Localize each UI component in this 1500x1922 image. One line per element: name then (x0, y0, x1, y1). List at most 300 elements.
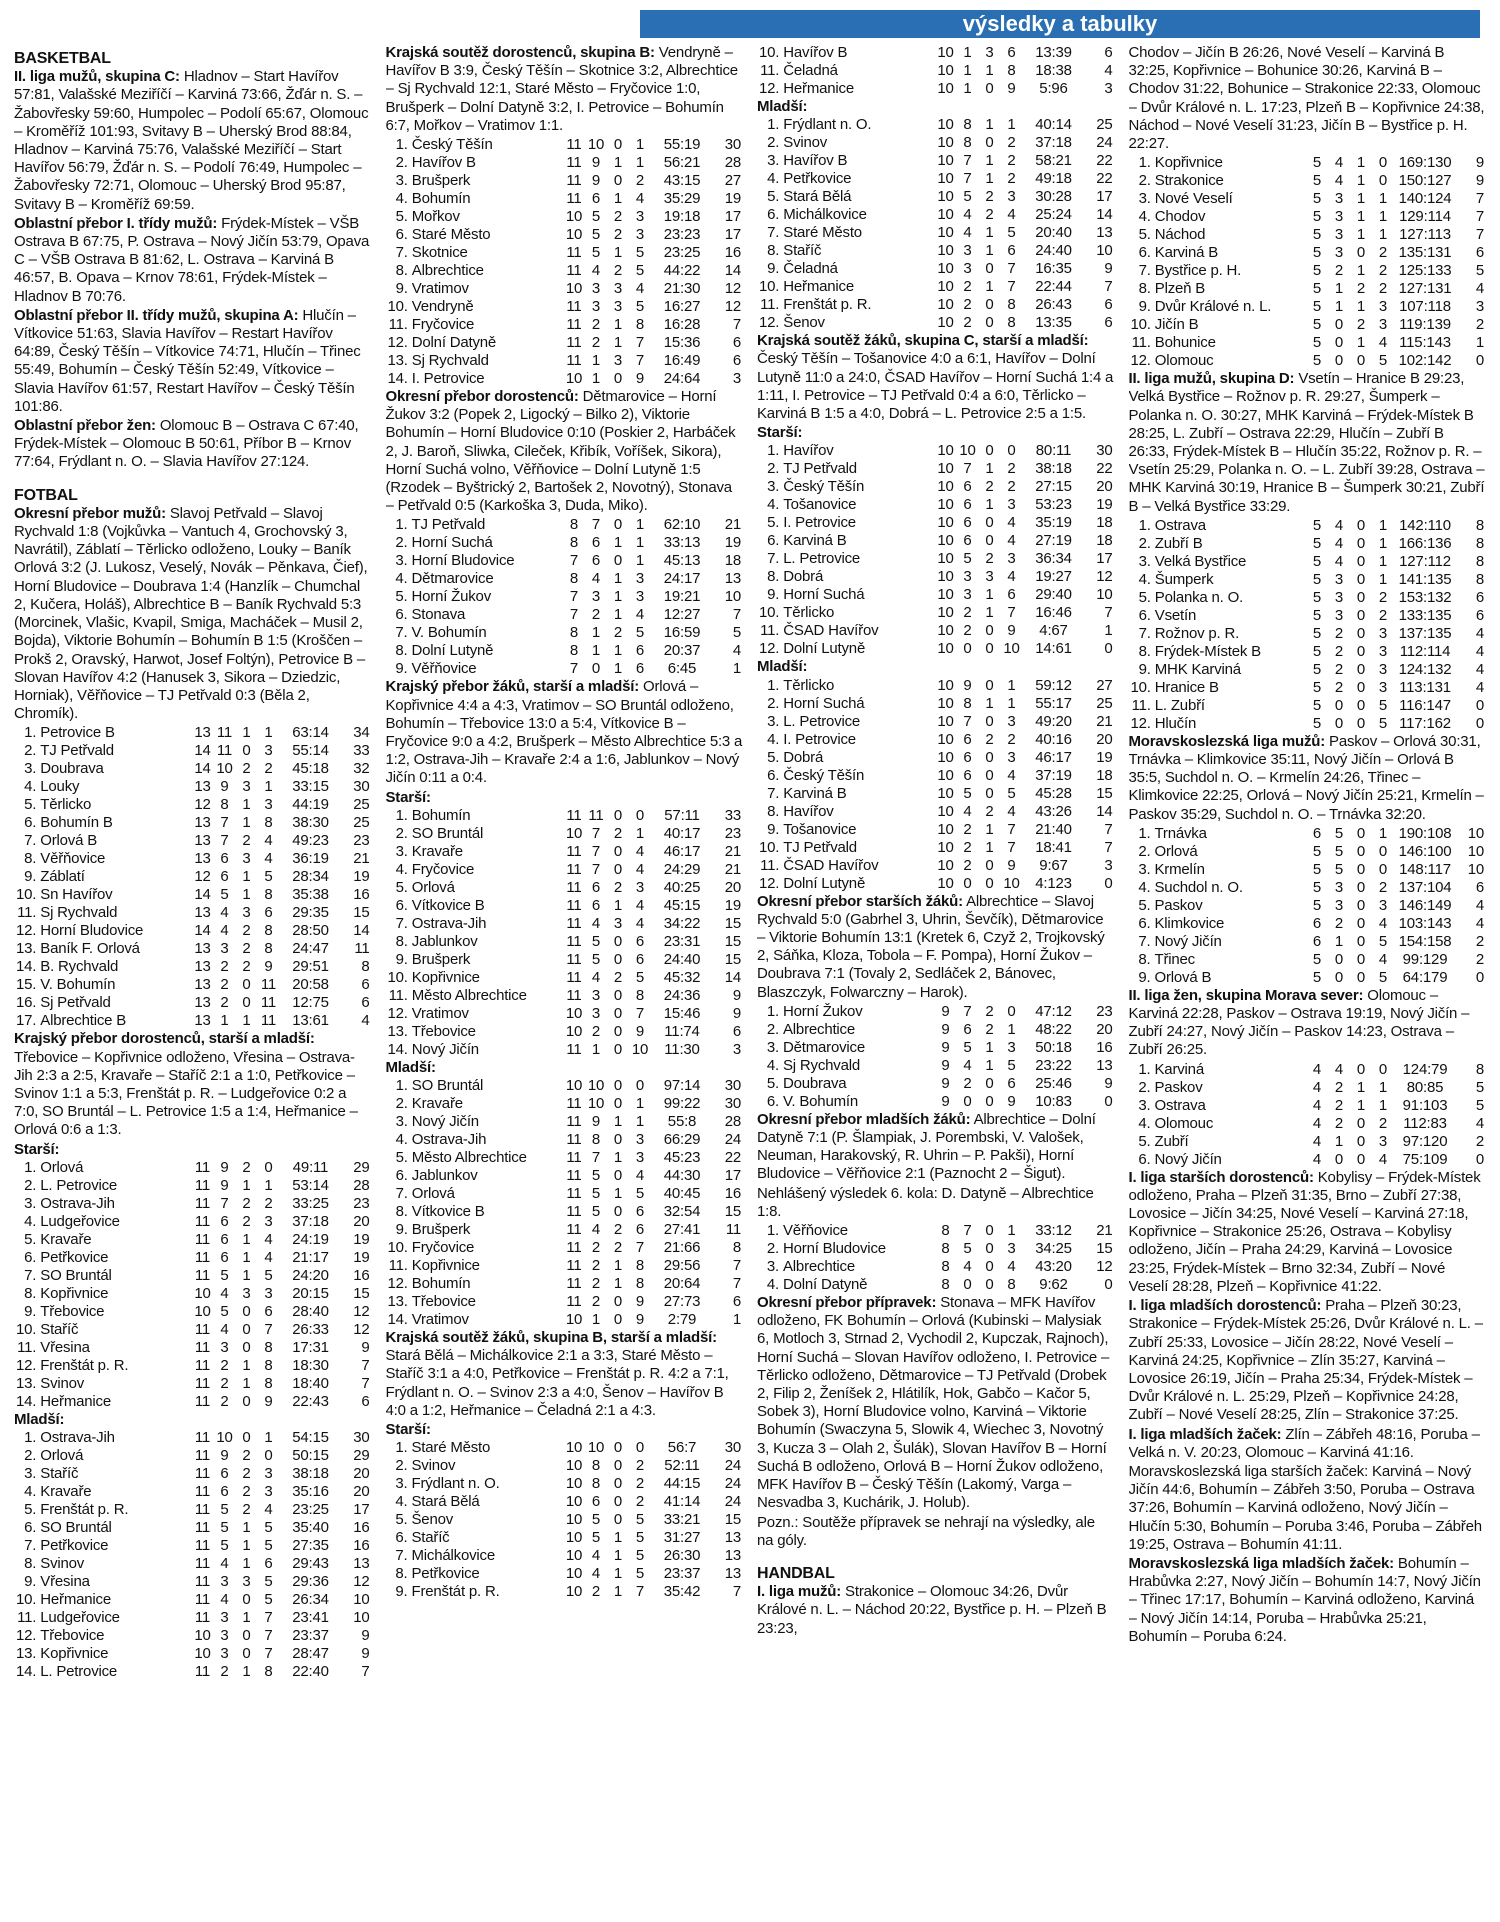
table-cell: 17 (353, 1500, 370, 1518)
table-cell: 5 (264, 1572, 273, 1590)
table-cell: Olomouc (1154, 352, 1214, 370)
table-cell: Albrechtice B (40, 1012, 127, 1030)
table-cell: 2 (242, 760, 251, 778)
table-row (386, 879, 744, 897)
table-cell: 3 (1378, 1132, 1388, 1150)
table-cell: 3 (963, 586, 972, 604)
table-cell: 2 (242, 832, 251, 850)
table-cell: 11 (216, 724, 233, 742)
table-cell: 5 (264, 868, 273, 886)
table-cell: Věřňovice (411, 660, 477, 678)
table-row (1129, 643, 1487, 661)
table-cell: 5 (1312, 316, 1322, 334)
table-row (1129, 697, 1487, 715)
table-cell: 7 (264, 1626, 273, 1644)
table-cell: 1 (242, 1554, 251, 1572)
table-cell: 75:109 (1402, 1150, 1448, 1168)
competition-title: Okresní přebor starších žáků: (757, 892, 963, 910)
table-cell: 6. (395, 606, 408, 624)
table-cell: 14 (194, 922, 211, 940)
table-cell: 1 (1007, 676, 1016, 694)
table-cell: 10 (937, 260, 954, 278)
table-cell: 11 (566, 1095, 582, 1113)
table-cell: 1 (613, 1275, 623, 1293)
standings-table (757, 677, 1115, 893)
table-cell: 1 (613, 334, 623, 352)
table-cell: 5 (1312, 570, 1322, 588)
table-cell: 0 (985, 856, 994, 874)
table-cell: Vřesina (40, 1338, 90, 1356)
table-cell: Frýdek-Místek B (1154, 642, 1261, 660)
table-row (757, 206, 1115, 224)
table-cell: 8 (264, 1338, 273, 1356)
table-cell: 6 (591, 878, 601, 896)
table-row (757, 224, 1115, 242)
table-cell: 8 (1007, 1276, 1016, 1294)
table-cell: 146:100 (1398, 842, 1452, 860)
table-cell: 16:35 (1035, 260, 1072, 278)
table-cell: 7. (24, 1266, 37, 1284)
table-cell: 5 (591, 226, 601, 244)
table-cell: 3 (242, 778, 251, 796)
table-cell: 3. (1138, 552, 1151, 570)
table-cell: 6 (963, 1020, 972, 1038)
results-text: Hlučín – Vítkovice 51:63, Slavia Havířov – Restart Havířov 64:89, Český Těšín – Vítkovice 74:71, Hlučín – Třinec 55:49, Bohumín – Český Těšín 52:49, Vítkovice – Slavia Havířov 61:57, Restart Havířov – Český Těšín 101:86. (14, 306, 361, 415)
table-cell: 3 (635, 588, 645, 606)
table-cell: 1 (985, 838, 994, 856)
table-cell: 11 (566, 1185, 582, 1203)
table-cell: Dolní Lutyně (411, 642, 494, 660)
table-cell: 5. (395, 1149, 408, 1167)
table-cell: 10 (565, 280, 583, 298)
table-cell: 8 (264, 1374, 273, 1392)
table-cell: 5 (1378, 968, 1388, 986)
table-cell: 8 (941, 1240, 950, 1258)
table-cell: 17 (724, 226, 741, 244)
table-cell: 11 (566, 262, 582, 280)
table-row (757, 622, 1115, 640)
table-cell: 5 (1334, 824, 1344, 842)
table-row (757, 478, 1115, 496)
table-cell: 0 (613, 370, 623, 388)
standings-table (757, 116, 1115, 332)
table-row (757, 803, 1115, 821)
table-cell: 5 (635, 1185, 645, 1203)
table-cell: 7 (963, 170, 972, 188)
table-cell: 0 (985, 80, 994, 97)
results-text: Stonava – MFK Havířov odloženo, FK Bohumín – Orlová (Kubinski – Malysiak 6, Motloch 3, Strnad 2, Vychodil 2, Kupczak, Rajnoch), Horní Suchá – Slovan Havířov odloženo, I. Petrovice – Těrlicko odloženo, Dětmarovice – TJ Petřvald (Drobek 2, Filip 2, Ženíšek 2, Hlátilík, Hok, Gabčo – Kačor 5, Sobek 3), Horní Bludovice volno, Karviná – Viktorie Bohumín (Swaczyna 5, Slowik 4, Wiechec 3, Novotný 3, Kucza 3 – Olah 2, Šulák), Slovan Havířov B – Horní Suchá B odloženo, Orlová B – Horní Žukov odloženo, MFK Havířov B – Český Těšín (Lakomý, Varga – Nesvadba 3, Kuchárik, J. Holub). (757, 1294, 1110, 1512)
table-cell: SO Bruntál (411, 824, 484, 842)
table-cell: 46:17 (1035, 748, 1072, 766)
table-cell: Albrechtice (783, 1258, 856, 1276)
table-cell: Vřesina (40, 1572, 90, 1590)
table-row (14, 1591, 372, 1609)
table-cell: 12 (724, 298, 741, 316)
table-cell: 10 (194, 1284, 211, 1302)
column-2 (386, 44, 744, 1916)
results-paragraph (1129, 1426, 1487, 1462)
table-cell: 26:43 (1035, 296, 1072, 314)
table-cell: 10 (565, 1583, 583, 1601)
table-cell: 3 (613, 298, 623, 316)
table-cell: Čeladná (783, 260, 838, 278)
table-cell: 2 (1007, 478, 1016, 496)
table-cell: 9 (361, 1626, 370, 1644)
table-cell: 5 (963, 1038, 972, 1056)
table-cell: Skotnice (411, 244, 468, 262)
table-cell: 16:59 (663, 624, 701, 642)
table-cell: 6. (767, 766, 780, 784)
table-cell: 2. (395, 154, 408, 172)
table-cell: 5 (220, 886, 229, 904)
table-cell: 1 (613, 642, 623, 660)
table-cell: 3 (1007, 748, 1016, 766)
table-cell: 28 (724, 1113, 741, 1131)
table-cell: Sj Rychvald (40, 904, 118, 922)
table-cell: Olomouc (1154, 1114, 1214, 1132)
table-cell: 11 (566, 806, 582, 824)
table-cell: 1 (613, 1257, 623, 1275)
table-cell: 27 (724, 172, 741, 190)
table-cell: Louky (40, 778, 80, 796)
table-cell: 0 (985, 1222, 994, 1240)
table-cell: 1 (242, 886, 251, 904)
table-cell: 9. (767, 586, 780, 604)
table-cell: 9 (220, 778, 229, 796)
table-cell: 3 (635, 1131, 645, 1149)
table-cell: 0 (613, 1167, 623, 1185)
table-cell: 9 (941, 1056, 950, 1074)
table-cell: Stonava (411, 606, 466, 624)
table-row (386, 1529, 744, 1547)
table-cell: 5 (591, 1185, 601, 1203)
table-cell: 10 (565, 1493, 583, 1511)
table-cell: 2 (963, 604, 972, 622)
table-cell: 6 (361, 1392, 370, 1410)
table-cell: 3 (1334, 588, 1344, 606)
table-cell: 137:104 (1398, 878, 1452, 896)
table-cell: 2. (24, 1446, 37, 1464)
table-cell: 1 (1356, 1078, 1366, 1096)
table-cell: 1 (1378, 1078, 1388, 1096)
competition-title: Oblastní přebor I. třídy mužů: (14, 214, 218, 232)
table-cell: 1 (591, 1311, 601, 1329)
table-cell: 8 (569, 624, 579, 642)
table-cell: 0 (985, 514, 994, 532)
table-row (14, 1321, 372, 1339)
table-cell: 25:46 (1035, 1074, 1072, 1092)
table-cell: 21 (724, 516, 741, 534)
table-cell: 3 (591, 986, 601, 1004)
table-row (757, 496, 1115, 514)
table-cell: 19:21 (663, 588, 701, 606)
table-row (386, 516, 744, 534)
table-row (757, 640, 1115, 658)
table-cell: 11 (260, 976, 277, 994)
table-cell: 16. (16, 994, 37, 1012)
table-cell: 10 (1096, 586, 1113, 604)
table-cell: 2 (242, 958, 251, 976)
table-cell: 11 (194, 1248, 211, 1266)
table-cell: 10 (565, 1511, 583, 1529)
table-cell: 7 (963, 1002, 972, 1020)
table-cell: 19 (724, 534, 741, 552)
table-cell: Heřmanice (40, 1590, 111, 1608)
table-cell: 4 (1007, 514, 1016, 532)
table-cell: 2. (395, 1095, 408, 1113)
table-cell: 25 (1096, 694, 1113, 712)
table-cell: 12. (387, 1275, 408, 1293)
table-row (386, 951, 744, 969)
table-cell: 18 (1096, 766, 1113, 784)
table-cell: 1 (1475, 334, 1484, 352)
table-cell: 4. (1138, 1114, 1151, 1132)
table-cell: 23:31 (663, 932, 701, 950)
table-cell: Šumperk (1154, 570, 1214, 588)
table-cell: Ostrava-Jih (411, 1131, 487, 1149)
table-cell: 11 (725, 1221, 741, 1239)
table-row (386, 208, 744, 226)
table-cell: 24 (724, 1457, 741, 1475)
table-cell: 27:73 (663, 1293, 701, 1311)
results-paragraph (757, 332, 1115, 423)
table-cell: 1 (1334, 932, 1344, 950)
table-cell: 3 (1334, 896, 1344, 914)
table-cell: 0 (242, 1302, 251, 1320)
table-cell: 3 (635, 208, 645, 226)
table-row (14, 1177, 372, 1195)
table-cell: Dvůr Králové n. L. (1154, 298, 1272, 316)
table-cell: 20:15 (292, 1284, 329, 1302)
table-cell: 11:30 (664, 1040, 700, 1058)
table-cell: 1 (635, 534, 645, 552)
table-cell: 3. (767, 712, 780, 730)
table-row (386, 1275, 744, 1293)
standings-table (757, 1222, 1115, 1294)
table-cell: 24 (1096, 134, 1113, 152)
table-cell: 10 (937, 278, 954, 296)
table-cell: Nový Jičín (411, 1113, 479, 1131)
table-cell: 5 (1007, 784, 1016, 802)
table-cell: 6 (635, 660, 645, 678)
table-cell: 21 (1096, 712, 1113, 730)
table-cell: Horní Bludovice (783, 1240, 886, 1258)
table-cell: 11 (566, 1113, 582, 1131)
table-cell: 11 (566, 932, 582, 950)
table-cell: 0 (635, 1439, 645, 1457)
table-cell: 1. (24, 724, 37, 742)
table-cell: 6 (1312, 914, 1322, 932)
table-cell: 0 (985, 676, 994, 694)
table-row (757, 442, 1115, 460)
section-banner: výsledky a tabulky (640, 10, 1480, 38)
table-cell: Svinov (783, 134, 828, 152)
table-cell: 10 (1003, 640, 1020, 658)
competition-title: II. liga mužů, skupina C: (14, 68, 180, 86)
table-row (386, 861, 744, 879)
table-cell: 1 (242, 1230, 251, 1248)
table-cell: 45:23 (663, 1149, 701, 1167)
table-cell: 7. (395, 624, 408, 642)
table-cell: 2 (1334, 1078, 1344, 1096)
table-cell: 2. (1138, 842, 1151, 860)
table-row (386, 933, 744, 951)
table-cell: 11 (194, 1212, 211, 1230)
table-cell: 48:22 (1035, 1020, 1072, 1038)
table-cell: 0 (242, 1392, 251, 1410)
table-row (757, 695, 1115, 713)
table-cell: 7 (1007, 838, 1016, 856)
table-cell: 5 (220, 1536, 229, 1554)
table-cell: 18:30 (292, 1356, 329, 1374)
table-cell: 6 (591, 1493, 601, 1511)
table-cell: Orlová (411, 1185, 455, 1203)
table-cell: 3 (1007, 1240, 1016, 1258)
table-cell: 8. (767, 802, 780, 820)
table-cell: 45:13 (663, 552, 701, 570)
table-cell: 0 (613, 1004, 623, 1022)
table-cell: 11 (566, 1221, 582, 1239)
table-cell: 28:47 (292, 1644, 329, 1662)
table-cell: 4 (591, 570, 601, 588)
table-cell: 4 (591, 914, 601, 932)
table-cell: 1 (613, 1185, 623, 1203)
table-cell: 7 (1104, 820, 1113, 838)
table-cell: 2. (1138, 534, 1151, 552)
table-cell: 23:37 (292, 1626, 329, 1644)
table-row (386, 316, 744, 334)
table-cell: 3 (264, 742, 273, 760)
table-row (386, 1493, 744, 1511)
table-cell: 1 (242, 1248, 251, 1266)
table-cell: 10 (565, 1004, 583, 1022)
table-cell: 3 (1334, 570, 1344, 588)
table-cell: 1 (1007, 1020, 1016, 1038)
table-cell: 4 (963, 1258, 972, 1276)
table-cell: 4 (1475, 642, 1484, 660)
table-cell: 11. (760, 62, 780, 79)
table-cell: 9. (395, 950, 408, 968)
table-cell: 4 (1104, 62, 1113, 79)
table-row (14, 1375, 372, 1393)
table-row (386, 1113, 744, 1131)
table-cell: Bohunice (1154, 334, 1216, 352)
table-cell: 4 (591, 1565, 601, 1583)
table-row (1129, 262, 1487, 280)
table-cell: 2 (591, 606, 601, 624)
table-cell: 7. (395, 1185, 408, 1203)
table-cell: 32 (353, 760, 370, 778)
table-cell: 2 (1378, 878, 1388, 896)
table-cell: 50:15 (292, 1446, 329, 1464)
table-row (757, 116, 1115, 134)
table-cell: 10 (565, 1077, 583, 1095)
table-cell: 2. (395, 534, 408, 552)
table-row (386, 1131, 744, 1149)
table-cell: 117:162 (1399, 714, 1451, 732)
table-cell: 9 (1104, 1074, 1113, 1092)
table-cell: 2 (985, 478, 994, 496)
results-text: Bohumín – Hrabůvka 2:27, Nový Jičín – Bohumín 14:7, Nový Jičín – Třinec 17:17, Bohumín – Karviná odloženo, Karviná – Nový Jičín 14:14, Poruba – Hrabůvka 25:21, Bohumín – Poruba 6:24. (1128, 1554, 1481, 1645)
table-cell: 3. (1138, 190, 1151, 208)
table-row (757, 713, 1115, 731)
table-cell: 21:17 (292, 1248, 329, 1266)
table-cell: 8 (1475, 534, 1484, 552)
table-cell: 4 (1312, 1132, 1322, 1150)
table-cell: 9. (1138, 298, 1151, 316)
table-cell: 2 (220, 1356, 229, 1374)
table-cell: 16:49 (663, 352, 701, 370)
table-cell: 13 (724, 1547, 741, 1565)
table-cell: 9. (1138, 660, 1151, 678)
table-cell: 9 (264, 958, 273, 976)
table-cell: 0 (1356, 516, 1366, 534)
table-cell: Frenštát p. R. (783, 296, 872, 314)
table-cell: 24:47 (292, 940, 329, 958)
table-row (757, 242, 1115, 260)
table-cell: 10 (937, 694, 954, 712)
table-row (1129, 843, 1487, 861)
table-cell: 3 (1378, 678, 1388, 696)
table-cell: 2. (1138, 172, 1151, 190)
table-cell: 0 (1356, 552, 1366, 570)
table-cell: 0 (1356, 660, 1366, 678)
table-row (386, 1077, 744, 1095)
table-cell: 1 (613, 190, 623, 208)
table-cell: 7 (732, 316, 741, 334)
table-cell: Město Albrechtice (411, 986, 527, 1004)
table-row (1129, 226, 1487, 244)
table-cell: 58:21 (1035, 152, 1072, 170)
table-cell: 5 (1312, 334, 1322, 352)
table-cell: 20 (353, 1212, 370, 1230)
standings-table (1129, 825, 1487, 987)
table-cell: 7 (220, 1194, 229, 1212)
table-cell: 30 (353, 1428, 370, 1446)
table-cell: 7 (635, 1004, 645, 1022)
table-cell: 37:18 (292, 1212, 329, 1230)
table-cell: 6 (1475, 588, 1484, 606)
table-cell: 6 (264, 1302, 273, 1320)
table-cell: 3 (264, 1464, 273, 1482)
table-cell: Dolní Lutyně (783, 874, 866, 892)
table-cell: 3 (1378, 298, 1388, 316)
table-cell: 24:19 (292, 1230, 329, 1248)
table-cell: 10 (1467, 842, 1484, 860)
table-row (757, 1021, 1115, 1039)
table-cell: 10 (937, 496, 954, 514)
table-cell: 6 (732, 334, 741, 352)
table-cell: 5. (1138, 588, 1151, 606)
table-cell: 6 (1104, 44, 1113, 61)
table-cell: 12 (724, 280, 741, 298)
table-cell: 2. (1138, 1078, 1151, 1096)
table-cell: 0 (985, 784, 994, 802)
table-cell: 14 (194, 760, 211, 778)
table-row (1129, 190, 1487, 208)
table-cell: 9 (1007, 1092, 1016, 1110)
table-cell: 4 (635, 1167, 645, 1185)
table-cell: 11 (566, 154, 582, 172)
table-cell: Polanka n. O. (1154, 588, 1244, 606)
table-cell: 4 (1475, 896, 1484, 914)
table-cell: 10 (631, 1040, 649, 1058)
results-paragraph (1129, 733, 1487, 824)
table-cell: 4 (635, 860, 645, 878)
table-cell: 2 (220, 1392, 229, 1410)
results-text: Praha – Plzeň 30:23, Strakonice – Frýdek-Místek 25:26, Dvůr Králové n. L. – Zubří 25:33, Lovosice – Jičín 28:22, Nové Veselí – Karviná 24:25, Kopřivnice – Zlín 35:27, Karviná – Lovosice 26:19, Jičín – Praha 25:34, Frýdek-Místek – Dvůr Králové n. L. 25:29, Plzeň – Kopřivnice 24:28, Zubří – Nové Veselí 28:25, Zlín – Strakonice 37:25. (1128, 1297, 1483, 1424)
table-cell: 30:28 (1035, 188, 1072, 206)
